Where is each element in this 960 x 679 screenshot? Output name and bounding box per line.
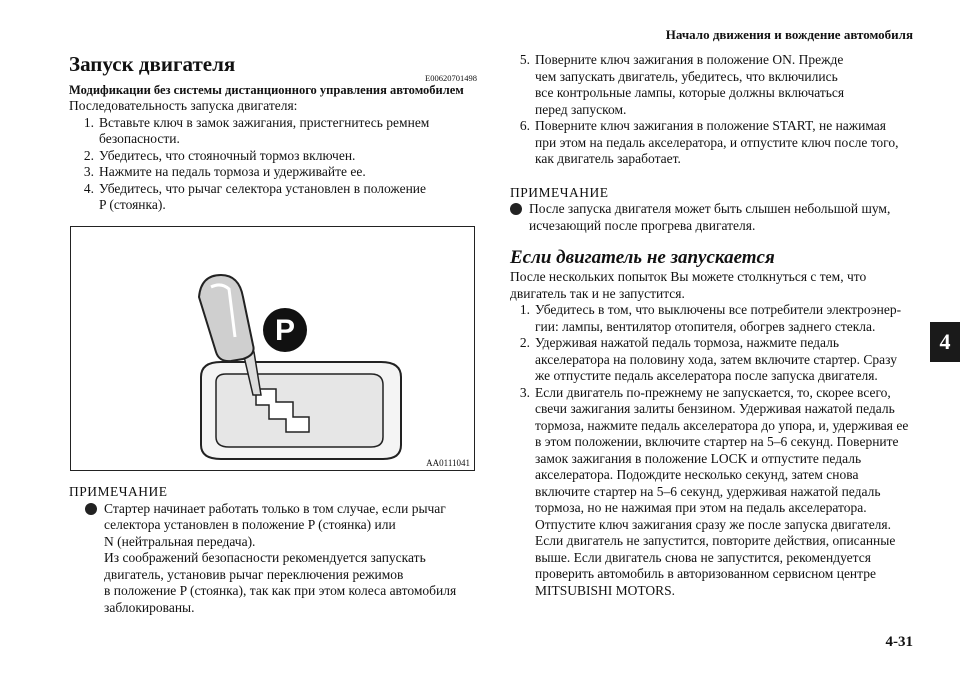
step-text bbox=[99, 115, 429, 148]
note-text bbox=[104, 501, 456, 617]
step-item bbox=[510, 335, 920, 385]
start-steps bbox=[69, 115, 477, 214]
chapter-tab: 4 bbox=[930, 322, 960, 362]
step-line: безопасности. bbox=[99, 131, 180, 146]
step-line: P (стоянка). bbox=[99, 197, 166, 212]
step-line: же отпустите педаль акселератора после запуска двигателя. bbox=[535, 368, 878, 383]
step-item bbox=[74, 164, 477, 181]
step-item bbox=[74, 181, 477, 214]
step-line: Убедитесь, что стояночный тормоз включен. bbox=[99, 147, 356, 163]
step-number: 3. bbox=[519, 384, 530, 400]
intro-text: Последовательность запуска двигателя: bbox=[69, 98, 298, 113]
note-line: исчезающий после прогрева двигателя. bbox=[529, 217, 756, 233]
step-line: акселератора на половину хода, затем включите стартер. Сразу bbox=[535, 351, 897, 367]
note-title: ПРИМЕЧАНИЕ bbox=[69, 484, 168, 499]
note-line: двигатель, установив рычаг переключения режимов bbox=[104, 566, 404, 582]
note-line: селектора установлен в положение P (стоянка) или bbox=[104, 517, 396, 532]
step-line: включите стартер на 5–6 секунд, удерживая нажатой педаль bbox=[535, 483, 881, 499]
step-line: проверить автомобиль в авторизованном сервисном центре bbox=[535, 566, 876, 581]
step-number: 2. bbox=[519, 335, 530, 350]
step-line: Поверните ключ зажигания в положение ON. Прежде bbox=[535, 52, 844, 67]
step-number: 3. bbox=[83, 164, 94, 179]
step-item bbox=[510, 385, 920, 600]
step-line: перед запуском. bbox=[535, 101, 627, 117]
step-text bbox=[535, 385, 908, 600]
step-number: 6. bbox=[519, 118, 530, 133]
step-line: Убедитесь, что рычаг селектора установлен в положение bbox=[99, 180, 427, 196]
step-text bbox=[535, 118, 899, 168]
step-line: акселератора. Подождите несколько секунд, затем снова bbox=[535, 467, 859, 482]
note-line: заблокированы. bbox=[104, 599, 195, 615]
subheading: Модификации без системы дистанционного управления автомобилем bbox=[69, 83, 464, 97]
section2-title: Если двигатель не запускается bbox=[510, 247, 775, 268]
step-number: 1. bbox=[83, 114, 94, 130]
park-letter: P bbox=[274, 314, 296, 347]
step-text bbox=[535, 335, 897, 385]
step-line: Отпустите ключ зажигания сразу же после запуска двигателя. bbox=[535, 516, 892, 532]
gear-lever-drawing bbox=[71, 227, 474, 470]
left-column bbox=[69, 52, 477, 214]
step-line: Вставьте ключ в замок зажигания, пристегнитесь ремнем bbox=[99, 114, 430, 130]
step-line: Нажмите на педаль тормоза и удерживайте ее. bbox=[99, 164, 366, 179]
step-line: выше. Если двигатель снова не запустится, рекомендуется bbox=[535, 549, 871, 565]
note-item bbox=[69, 501, 477, 617]
note-line: Стартер начинает работать только в том случае, если рычаг bbox=[104, 500, 446, 516]
step-line: Убедитесь в том, что выключены все потребители электроэнер- bbox=[535, 302, 902, 317]
step-line: все контрольные лампы, которые должны включаться bbox=[535, 85, 845, 100]
bullet-icon bbox=[85, 503, 97, 515]
right-column bbox=[510, 52, 920, 599]
page-number: 4-31 bbox=[885, 634, 913, 650]
step-line: как двигатель заработает. bbox=[535, 151, 681, 166]
step-line: тормоза, но не нажимая при этом на педаль акселератора. bbox=[535, 500, 867, 515]
step-item bbox=[510, 52, 920, 118]
note-line: N (нейтральная передача). bbox=[104, 533, 256, 549]
note-line: в положение P (стоянка), так как при этом колеса автомобиля bbox=[104, 583, 457, 598]
troubleshoot-steps bbox=[510, 302, 920, 599]
step-line: Удерживая нажатой педаль тормоза, нажмите педаль bbox=[535, 335, 840, 350]
step-line: свечи зажигания залиты бензином. Удерживая нажатой педаль bbox=[535, 401, 895, 416]
step-line: гии: лампы, вентилятор отопителя, обогрев заднего стекла. bbox=[535, 318, 876, 334]
section-title: Запуск двигателя bbox=[69, 52, 236, 76]
step-item bbox=[510, 118, 920, 168]
step-line: чем запускать двигатель, убедитесь, что включились bbox=[535, 68, 838, 84]
step-line: Если двигатель по-прежнему не запускается, то, скорее всего, bbox=[535, 384, 891, 400]
step-line: тормоза, нажмите педаль акселератора до упора, и, удерживая ее bbox=[535, 417, 909, 433]
step-item bbox=[74, 148, 477, 165]
note-item bbox=[510, 201, 920, 234]
intro-line: После нескольких попыток Вы можете столкнуться с тем, что bbox=[510, 269, 867, 284]
step-number: 4. bbox=[83, 180, 94, 196]
start-steps-continued bbox=[510, 52, 920, 168]
section-code: E00620701498 bbox=[425, 73, 477, 83]
intro-line: двигатель так и не запустится. bbox=[510, 285, 685, 301]
section2-intro bbox=[510, 269, 920, 302]
note-title: ПРИМЕЧАНИЕ bbox=[510, 184, 609, 200]
step-line: Поверните ключ зажигания в положение START, не нажимая bbox=[535, 118, 886, 133]
bullet-icon bbox=[510, 203, 522, 215]
step-line: замок зажигания в положение LOCK и отпустите педаль bbox=[535, 450, 862, 466]
gear-selector-illustration bbox=[70, 226, 475, 471]
note-text bbox=[529, 201, 890, 234]
left-note bbox=[69, 484, 477, 616]
step-item bbox=[510, 302, 920, 335]
note-line: Из соображений безопасности рекомендуется запускать bbox=[104, 550, 426, 565]
step-text bbox=[99, 181, 426, 214]
step-number: 1. bbox=[519, 302, 530, 317]
step-text bbox=[535, 302, 901, 335]
step-item bbox=[74, 115, 477, 148]
note-line: После запуска двигателя может быть слышен небольшой шум, bbox=[529, 201, 891, 216]
running-header: Начало движения и вождение автомобиля bbox=[665, 27, 913, 42]
step-line: в этом положении, включите стартер на 5–6 секунд. Поверните bbox=[535, 434, 899, 449]
step-line: Если двигатель не запустится, повторите действия, описанные bbox=[535, 533, 896, 548]
step-text bbox=[535, 52, 844, 118]
step-number: 5. bbox=[519, 52, 530, 67]
step-line: MITSUBISHI MOTORS. bbox=[535, 582, 676, 598]
step-number: 2. bbox=[83, 147, 94, 163]
illustration-code: AA0111041 bbox=[426, 458, 470, 468]
step-line: при этом на педаль акселератора, и отпустите ключ после того, bbox=[535, 134, 899, 150]
